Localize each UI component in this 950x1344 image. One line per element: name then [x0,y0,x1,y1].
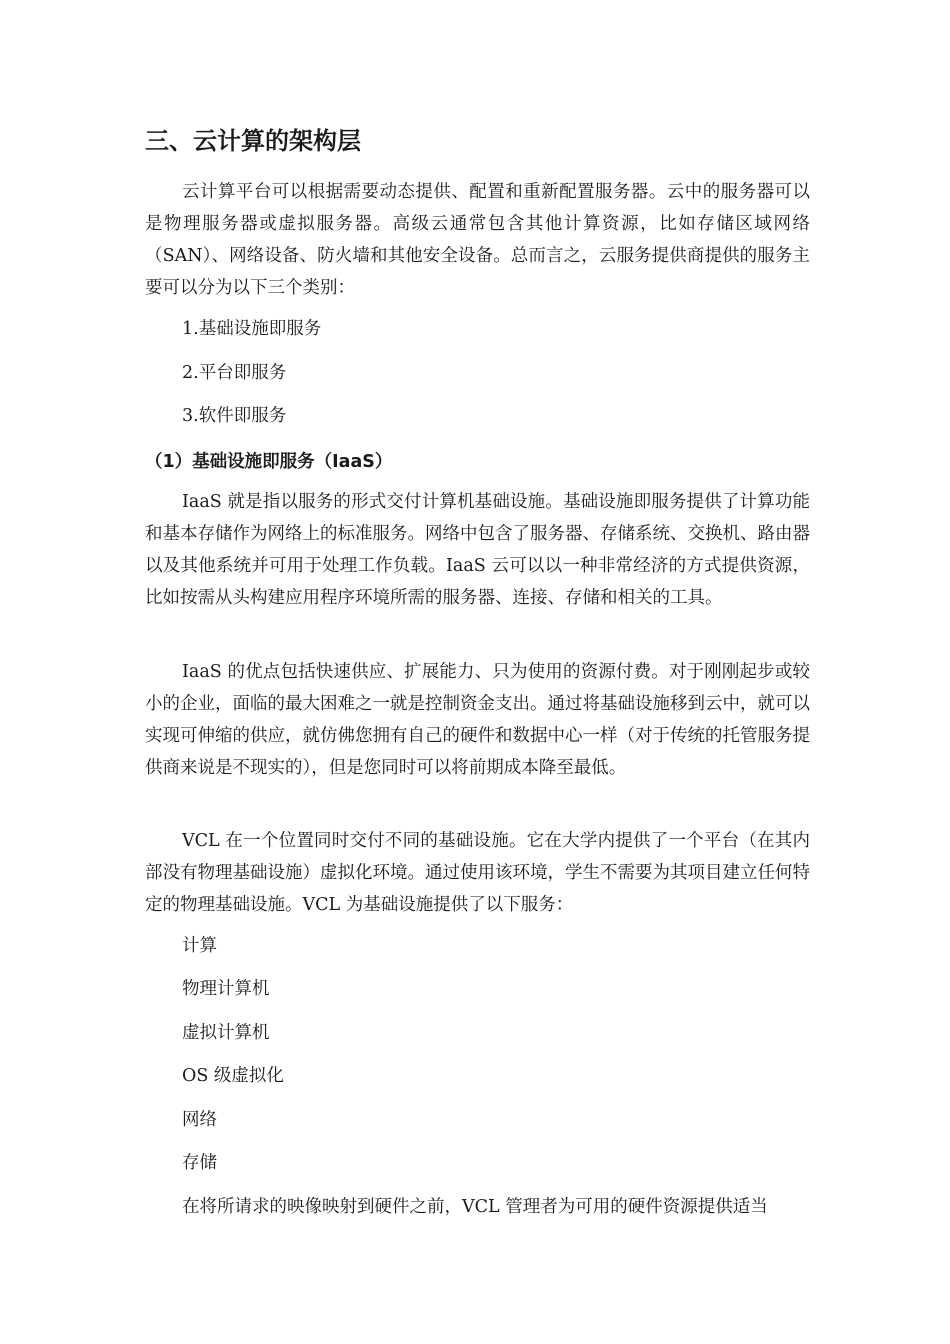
iaas-paragraph-2: IaaS 的优点包括快速供应、扩展能力、只为使用的资源付费。对于刚刚起步或较小的企业，面临的最大困难之一就是控制资金支出。通过将基础设施移到云中，就可以实现可伸缩的供应，就仿佛您拥有自己的硬件和数据中心一样（对于传统的托管服务提供商来说是不现实的），但是您同时可以将前期成本降至最低。 [145,662,810,778]
category-item-1: 1.基础设施即服务 [182,319,322,339]
section-heading: 三、云计算的架构层 [145,127,361,155]
last-line-text: 在将所请求的映像映射到硬件之前，VCL 管理者为可用的硬件资源提供适当 [182,1197,768,1217]
iaas-paragraph-1: IaaS 就是指以服务的形式交付计算机基础设施。基础设施即服务提供了计算功能和基本存储作为网络上的标准服务。网络中包含了服务器、存储系统、交换机、路由器以及其他系统并可用于处理工作负载。IaaS 云可以以一种非常经济的方式提供资源，比如按需从头构建应用程序环境所需的服务器、连接、存储和相关的工具。 [145,492,810,608]
service-item-os-virtualization: OS 级虚拟化 [182,1066,284,1086]
service-item-storage: 存储 [182,1153,217,1173]
service-item-compute: 计算 [182,936,217,956]
service-item-network: 网络 [182,1110,217,1130]
service-item-physical-computer: 物理计算机 [182,979,270,999]
iaas-paragraph-3: VCL 在一个位置同时交付不同的基础设施。它在大学内提供了一个平台（在其内部没有物理基础设施）虚拟化环境。通过使用该环境，学生不需要为其项目建立任何特定的物理基础设施。VCL 为基础设施提供了以下服务： [145,831,810,915]
service-item-virtual-computer: 虚拟计算机 [182,1023,270,1043]
iaas-subheading: （1）基础设施即服务（IaaS） [145,452,393,472]
category-item-3: 3.软件即服务 [182,406,287,426]
intro-paragraph: 云计算平台可以根据需要动态提供、配置和重新配置服务器。云中的服务器可以是物理服务器或虚拟服务器。高级云通常包含其他计算资源，比如存储区域网络（SAN）、网络设备、防火墙和其他安全设备。总而言之，云服务提供商提供的服务主要可以分为以下三个类别： [145,182,810,298]
category-item-2: 2.平台即服务 [182,363,287,383]
